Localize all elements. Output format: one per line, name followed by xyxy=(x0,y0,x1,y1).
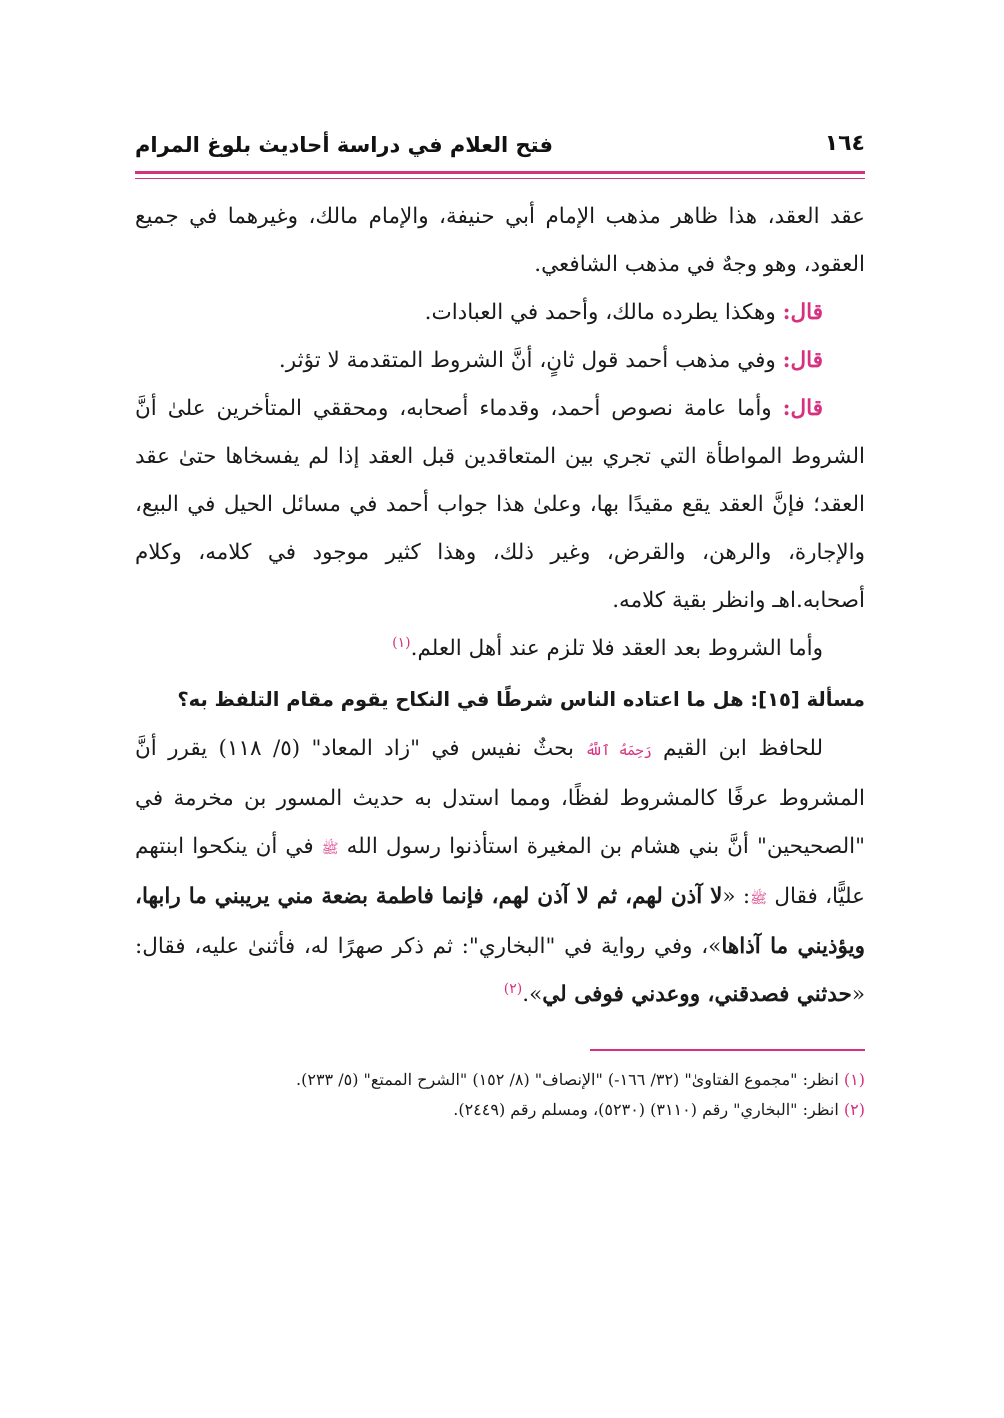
said-label: قال: xyxy=(782,396,823,421)
said-label: قال: xyxy=(782,300,823,325)
paragraph-6-part-4: : « xyxy=(722,884,751,909)
paragraph-6-part-3: في أن ينكحوا ابنتهم عليًّا، فقال xyxy=(135,834,865,909)
question-heading-text: مسألة [١٥]: هل ما اعتاده الناس شرطًا في النكاح يقوم مقام التلفظ به؟ xyxy=(177,688,865,711)
footnote-2-text: انظر: "البخاري" رقم (٣١١٠) (٥٢٣٠)، ومسلم رقم (٢٤٤٩). xyxy=(453,1100,844,1119)
book-title: فتح العلام في دراسة أحاديث بلوغ المرام xyxy=(135,133,553,157)
footnote-separator xyxy=(590,1049,865,1051)
hadith-quote-2: حدثني فصدقني، ووعدني فوفى لي xyxy=(542,982,852,1007)
page-number: ١٦٤ xyxy=(824,131,865,156)
paragraph-1-text: عقد العقد، هذا ظاهر مذهب الإمام أبي حنيفة، والإمام مالك، وغيرهما في جميع العقود، وهو وجهٌ في مذهب الشافعي. xyxy=(135,204,865,277)
paragraph-6-part-2: بحثٌ نفيس في "زاد المعاد" (٥/ ١١٨) يقرر أنَّ المشروط عرفًا كالمشروط لفظًا، ومما استدل به حديث المسور بن مخرمة في "الصحيحين" أنَّ بني هشام بن المغيرة استأذنوا رسول الله xyxy=(135,736,865,859)
footnote-1 xyxy=(135,1065,865,1095)
footnotes xyxy=(135,1065,865,1125)
paragraph-6-part-5: »، وفي رواية في "البخاري": ثم ذكر صهرًا له، فأثنىٰ عليه، فقال: « xyxy=(135,934,865,1007)
header-rule-thick xyxy=(135,171,865,174)
footnote-2-number: (٢) xyxy=(843,1100,865,1119)
paragraph-3-text: وفي مذهب أحمد قول ثانٍ، أنَّ الشروط المتقدمة لا تؤثر. xyxy=(278,348,783,373)
paragraph-6-part-1: للحافظ ابن القيم xyxy=(651,736,824,761)
footnote-ref-2[interactable]: (٢) xyxy=(503,980,523,997)
paragraph-6-part-6: ». xyxy=(522,982,543,1007)
header-rule-thin xyxy=(135,178,865,179)
paragraph-4 xyxy=(135,385,865,625)
paragraph-2 xyxy=(135,289,865,337)
paragraph-5-text: وأما الشروط بعد العقد فلا تلزم عند أهل العلم. xyxy=(410,636,823,661)
question-heading xyxy=(135,675,865,725)
book-page xyxy=(135,125,865,1125)
paragraph-3 xyxy=(135,337,865,385)
hadith-quote-1: لا آذن لهم، ثم لا آذن لهم، فإنما فاطمة بضعة مني يريبني ما رابها، ويؤذيني ما آذاها xyxy=(135,884,865,959)
footnote-1-number: (١) xyxy=(843,1070,865,1089)
paragraph-1 xyxy=(135,193,865,289)
said-label: قال: xyxy=(782,348,823,373)
salutation-honorific-icon: ﷺ xyxy=(321,841,339,857)
running-header xyxy=(135,125,865,169)
salutation-honorific-icon: ﷺ xyxy=(750,891,768,907)
paragraph-4-text: وأما عامة نصوص أحمد، وقدماء أصحابه، ومحققي المتأخرين علىٰ أنَّ الشروط المواطأة التي تجري بين المتعاقدين قبل العقد إذا لم يفسخاها حتىٰ عقد العقد؛ فإنَّ العقد يقع مقيدًا بها، وعلىٰ هذا جواب أحمد في مسائل الحيل في البيع، والإجارة، والرهن، والقرض، وغير ذلك، وهذا كثير موجود في كلامه، وكلام أصحابه.اهـ وانظر بقية كلامه. xyxy=(135,396,865,613)
paragraph-5 xyxy=(135,625,865,673)
footnote-2 xyxy=(135,1095,865,1125)
mercy-honorific-icon: رَحِمَهُ ٱللَّهُ xyxy=(585,743,652,759)
footnote-ref-1[interactable]: (١) xyxy=(392,634,411,651)
paragraph-2-text: وهكذا يطرده مالك، وأحمد في العبادات. xyxy=(424,300,783,325)
footnote-1-text: انظر: "مجموع الفتاوىٰ" (٣٢/ ١٦٦-) "الإنصاف" (٨/ ١٥٢) "الشرح الممتع" (٥/ ٢٣٣). xyxy=(296,1070,844,1089)
main-text xyxy=(135,193,865,1019)
paragraph-6 xyxy=(135,725,865,1019)
